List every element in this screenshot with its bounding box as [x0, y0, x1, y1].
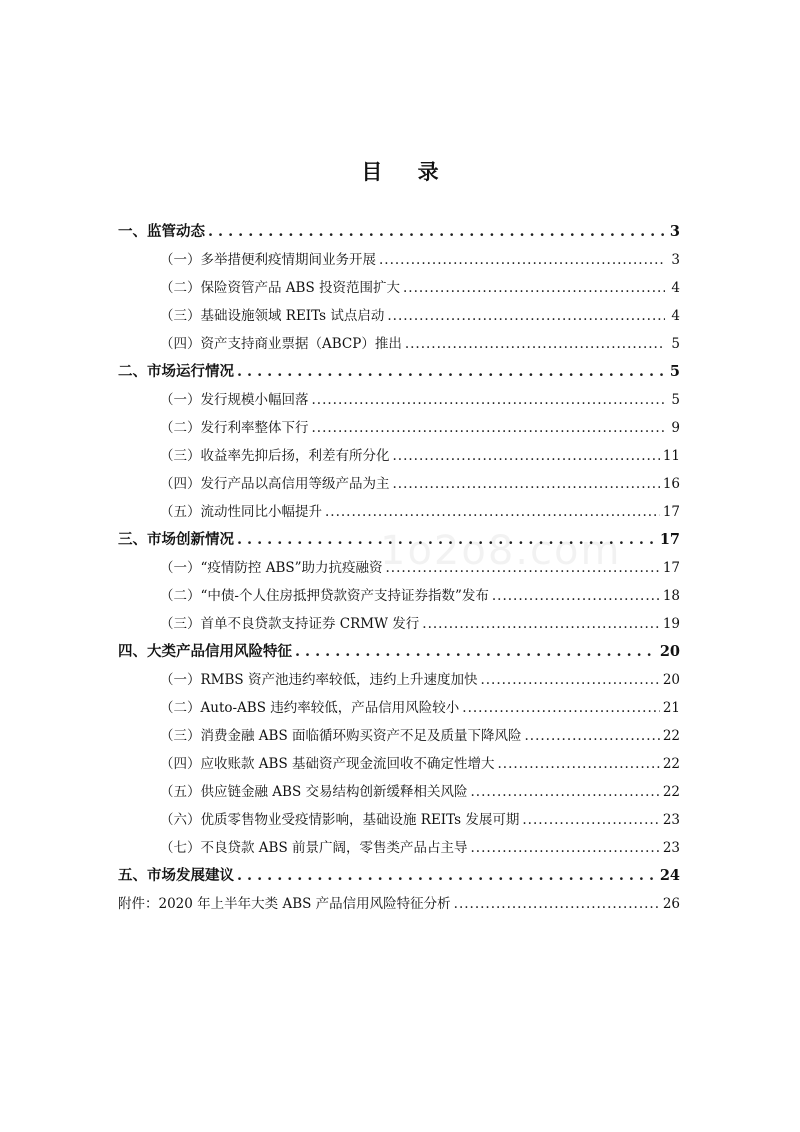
toc-entry-label: 三、市场创新情况 — [118, 531, 234, 548]
toc-dot-leader — [379, 246, 665, 274]
table-of-contents — [118, 218, 680, 918]
toc-dot-leader — [393, 442, 660, 470]
watermark: 1o2o8.com — [380, 528, 622, 574]
toc-dot-leader — [386, 554, 660, 582]
toc-page-number: 23 — [662, 812, 680, 828]
toc-page-number: 17 — [662, 560, 680, 576]
toc-page-number: 4 — [671, 280, 680, 296]
toc-subsection-entry[interactable] — [118, 778, 680, 806]
toc-entry-label: （六）优质零售物业受疫情影响，基础设施 REITs 发展可期 — [160, 812, 520, 828]
toc-subsection-entry[interactable] — [118, 582, 680, 610]
toc-section-entry[interactable] — [118, 862, 680, 890]
toc-subsection-entry[interactable] — [118, 246, 680, 274]
toc-entry-label: （三）首单不良贷款支持证券 CRMW 发行 — [160, 616, 420, 632]
toc-entry-label: （四）应收账款 ABS 基础资产现金流回收不确定性增大 — [160, 756, 495, 772]
toc-page-number: 4 — [671, 308, 680, 324]
toc-subsection-entry[interactable] — [118, 274, 680, 302]
toc-page-number: 19 — [662, 616, 680, 632]
toc-subsection-entry[interactable] — [118, 722, 680, 750]
toc-entry-label: （四）资产支持商业票据（ABCP）推出 — [160, 336, 402, 352]
toc-dot-leader — [295, 638, 657, 666]
toc-subsection-entry[interactable] — [118, 498, 680, 526]
toc-page-number: 16 — [662, 476, 680, 492]
toc-page-number: 22 — [662, 728, 680, 744]
toc-page-number: 17 — [659, 531, 680, 548]
toc-section-entry[interactable] — [118, 218, 680, 246]
toc-entry-label: （五）流动性同比小幅提升 — [160, 504, 322, 520]
toc-page-number: 22 — [662, 784, 680, 800]
toc-dot-leader — [454, 890, 660, 918]
toc-section-entry[interactable] — [118, 638, 680, 666]
toc-entry-label: 二、市场运行情况 — [118, 363, 234, 380]
toc-subsection-entry[interactable] — [118, 750, 680, 778]
toc-entry-label: （二）保险资管产品 ABS 投资范围扩大 — [160, 280, 401, 296]
toc-page-number: 20 — [659, 643, 680, 660]
toc-dot-leader — [325, 498, 660, 526]
toc-entry-label: （三）基础设施领域 REITs 试点启动 — [160, 308, 385, 324]
toc-page-number: 24 — [659, 867, 680, 884]
toc-entry-label: 五、市场发展建议 — [118, 867, 234, 884]
page-title: 目 录 — [361, 159, 453, 184]
toc-dot-leader — [387, 302, 665, 330]
toc-subsection-entry[interactable] — [118, 666, 680, 694]
toc-dot-leader — [237, 862, 657, 890]
toc-entry-label: 附件：2020 年上半年大类 ABS 产品信用风险特征分析 — [118, 896, 451, 912]
toc-entry-label: （三）消费金融 ABS 面临循环购买资产不足及质量下降风险 — [160, 728, 522, 744]
toc-section-entry[interactable] — [118, 526, 680, 554]
toc-page-number: 9 — [671, 420, 680, 436]
toc-dot-leader — [405, 330, 665, 358]
toc-entry-label: （七）不良贷款 ABS 前景广阔，零售类产品占主导 — [160, 840, 468, 856]
toc-entry-label: （一）“疫情防控 ABS”助力抗疫融资 — [160, 560, 383, 576]
toc-dot-leader — [498, 750, 660, 778]
toc-page-number: 20 — [662, 672, 680, 688]
toc-dot-leader — [393, 470, 660, 498]
toc-entry-label: （三）收益率先抑后扬，利差有所分化 — [160, 448, 390, 464]
toc-subsection-entry[interactable] — [118, 442, 680, 470]
toc-page-number: 11 — [662, 448, 680, 464]
toc-subsection-entry[interactable] — [118, 302, 680, 330]
toc-subsection-entry[interactable] — [118, 414, 680, 442]
toc-dot-leader — [525, 722, 660, 750]
toc-subsection-entry[interactable] — [118, 694, 680, 722]
toc-subsection-entry[interactable] — [118, 610, 680, 638]
toc-page-number: 18 — [662, 588, 680, 604]
toc-page-number: 23 — [662, 840, 680, 856]
toc-subsection-entry[interactable] — [118, 330, 680, 358]
toc-dot-leader — [312, 414, 666, 442]
toc-dot-leader — [422, 610, 660, 638]
toc-page-number: 3 — [669, 223, 680, 240]
toc-subsection-entry[interactable] — [118, 386, 680, 414]
toc-dot-leader — [237, 358, 665, 386]
toc-entry-label: （二）发行利率整体下行 — [160, 420, 309, 436]
toc-entry-label: （五）供应链金融 ABS 交易结构创新缓释相关风险 — [160, 784, 468, 800]
toc-dot-leader — [208, 218, 665, 246]
toc-entry-label: （一）发行规模小幅回落 — [160, 392, 309, 408]
toc-dot-leader — [522, 806, 659, 834]
toc-section-entry[interactable] — [118, 358, 680, 386]
toc-page-number: 5 — [671, 392, 680, 408]
toc-page-number: 17 — [662, 504, 680, 520]
toc-page-number: 22 — [662, 756, 680, 772]
toc-entry-label: （一）多举措便利疫情期间业务开展 — [160, 252, 376, 268]
toc-dot-leader — [312, 386, 666, 414]
toc-entry-label: （二）“中债-个人住房抵押贷款资产支持证券指数”发布 — [160, 588, 489, 604]
toc-entry-label: 四、大类产品信用风险特征 — [118, 643, 292, 660]
toc-entry-label: （四）发行产品以高信用等级产品为主 — [160, 476, 390, 492]
toc-subsection-entry[interactable] — [118, 806, 680, 834]
toc-subsection-entry[interactable] — [118, 554, 680, 582]
toc-dot-leader — [462, 694, 660, 722]
toc-dot-leader — [237, 526, 657, 554]
toc-entry-label: （二）Auto-ABS 违约率较低，产品信用风险较小 — [160, 700, 460, 716]
toc-subsection-entry[interactable] — [118, 470, 680, 498]
toc-entry-label: （一）RMBS 资产池违约率较低，违约上升速度加快 — [160, 672, 478, 688]
toc-page-number: 5 — [671, 336, 680, 352]
toc-subsection-entry[interactable] — [118, 834, 680, 862]
toc-appendix-entry[interactable] — [118, 890, 680, 918]
toc-page-number: 5 — [669, 363, 680, 380]
toc-dot-leader — [471, 834, 660, 862]
toc-dot-leader — [403, 274, 665, 302]
toc-page-number: 21 — [662, 700, 680, 716]
toc-page-number: 3 — [671, 252, 680, 268]
toc-entry-label: 一、监管动态 — [118, 223, 205, 240]
toc-dot-leader — [492, 582, 660, 610]
toc-page-number: 26 — [662, 896, 680, 912]
toc-dot-leader — [471, 778, 660, 806]
toc-dot-leader — [480, 666, 659, 694]
